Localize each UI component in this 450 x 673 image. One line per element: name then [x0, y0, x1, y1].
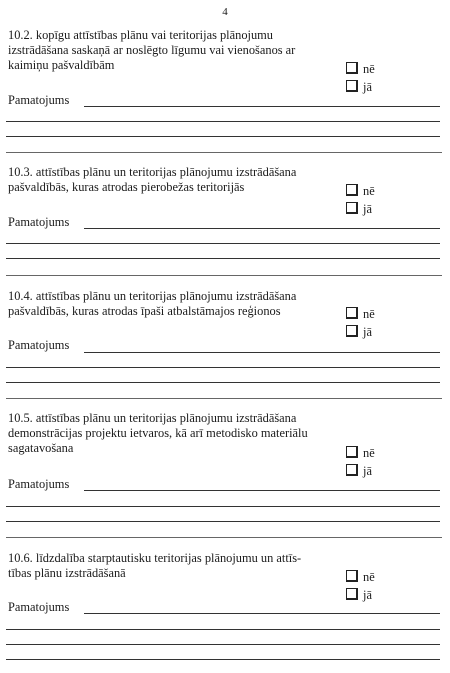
reason-line[interactable]	[84, 228, 440, 229]
checkbox-yes[interactable]	[346, 80, 358, 92]
checkbox-no[interactable]	[346, 62, 358, 74]
reason-line[interactable]	[6, 629, 440, 630]
question-line: sagatavošana	[8, 441, 74, 455]
reason-label: Pamatojums	[8, 600, 70, 614]
checkbox-no[interactable]	[346, 446, 358, 458]
option-no-label: nē	[363, 570, 375, 584]
question-line: 10.2. kopīgu attīstības plānu vai teritorijas plānojumu	[8, 28, 273, 42]
option-no[interactable]	[346, 446, 375, 460]
option-yes-label: jā	[363, 464, 372, 478]
reason-label: Pamatojums	[8, 93, 70, 107]
reason-line[interactable]	[6, 644, 440, 645]
option-yes[interactable]	[346, 464, 372, 478]
question-line: 10.3. attīstības plānu un teritorijas plānojumu izstrādāšana	[8, 165, 297, 179]
reason-line[interactable]	[84, 490, 440, 491]
reason-line[interactable]	[6, 382, 440, 383]
option-no[interactable]	[346, 62, 375, 76]
question-text	[8, 411, 338, 456]
option-yes-label: jā	[363, 588, 372, 602]
reason-line[interactable]	[84, 352, 440, 353]
option-yes-label: jā	[363, 202, 372, 216]
option-no[interactable]	[346, 184, 375, 198]
option-no-label: nē	[363, 446, 375, 460]
section-divider	[6, 152, 442, 153]
option-no-label: nē	[363, 184, 375, 198]
question-line: tības plānu izstrādāšanā	[8, 566, 126, 580]
checkbox-yes[interactable]	[346, 202, 358, 214]
option-no-label: nē	[363, 62, 375, 76]
option-yes-label: jā	[363, 325, 372, 339]
option-yes[interactable]	[346, 202, 372, 216]
checkbox-no[interactable]	[346, 307, 358, 319]
question-text	[8, 551, 338, 581]
checkbox-no[interactable]	[346, 184, 358, 196]
reason-label: Pamatojums	[8, 477, 70, 491]
option-yes-label: jā	[363, 80, 372, 94]
reason-line[interactable]	[6, 121, 440, 122]
reason-label: Pamatojums	[8, 338, 70, 352]
reason-line[interactable]	[6, 659, 440, 660]
question-text	[8, 165, 338, 195]
section-divider	[6, 275, 442, 276]
question-line: pašvaldībās, kuras atrodas īpaši atbalstāmajos reģionos	[8, 304, 281, 318]
section-divider	[6, 537, 442, 538]
question-text	[8, 28, 338, 73]
section-divider	[6, 398, 442, 399]
reason-line[interactable]	[84, 106, 440, 107]
reason-line[interactable]	[6, 521, 440, 522]
option-no[interactable]	[346, 307, 375, 321]
option-yes[interactable]	[346, 80, 372, 94]
question-text	[8, 289, 338, 319]
question-line: 10.4. attīstības plānu un teritorijas plānojumu izstrādāšana	[8, 289, 297, 303]
question-line: kaimiņu pašvaldībām	[8, 58, 115, 72]
checkbox-yes[interactable]	[346, 588, 358, 600]
reason-line[interactable]	[6, 367, 440, 368]
option-no-label: nē	[363, 307, 375, 321]
reason-line[interactable]	[6, 506, 440, 507]
reason-line[interactable]	[6, 258, 440, 259]
checkbox-yes[interactable]	[346, 464, 358, 476]
reason-line[interactable]	[6, 243, 440, 244]
question-line: pašvaldībās, kuras atrodas pierobežas teritorijās	[8, 180, 245, 194]
checkbox-no[interactable]	[346, 570, 358, 582]
option-no[interactable]	[346, 570, 375, 584]
question-line: 10.5. attīstības plānu un teritorijas plānojumu izstrādāšana	[8, 411, 297, 425]
reason-line[interactable]	[6, 136, 440, 137]
question-line: 10.6. līdzdalība starptautisku teritorijas plānojumu un attīs-	[8, 551, 302, 565]
checkbox-yes[interactable]	[346, 325, 358, 337]
option-yes[interactable]	[346, 325, 372, 339]
page-number: 4	[222, 6, 228, 18]
question-line: demonstrācijas projektu ietvaros, kā arī metodisko materiālu	[8, 426, 308, 440]
question-line: izstrādāšana saskaņā ar noslēgto līgumu vai vienošanos ar	[8, 43, 296, 57]
reason-line[interactable]	[84, 613, 440, 614]
reason-label: Pamatojums	[8, 215, 70, 229]
option-yes[interactable]	[346, 588, 372, 602]
